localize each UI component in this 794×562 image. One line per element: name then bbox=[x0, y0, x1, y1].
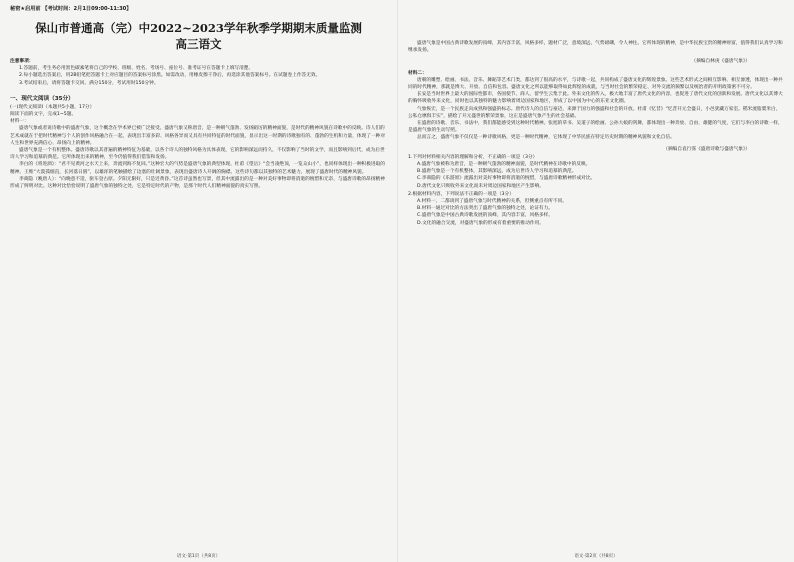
question-2: 2.根据材料内容，下列说法不正确的一项是（3分） bbox=[408, 191, 514, 197]
answer-option: B.盛唐气象是一个有机整体，其影响深远，成为后世诗人学习和追慕的典范。 bbox=[417, 169, 577, 175]
notice-item: 2.每小题选出答案后，用2B铅笔把答题卡上对应题目的答案标号涂黑。如需改动，用橡皮擦干净后，再选涂其他答案标号。在试题卷上作答无效。 bbox=[19, 73, 321, 79]
answer-option: A.材料一、二都谈到了盛唐气象与时代精神的关系，但侧重点有所不同。 bbox=[417, 199, 567, 205]
exam-title: 保山市普通高（完）中2022~2023学年秋季学期期末质量监测 bbox=[35, 21, 362, 35]
passage-paragraph: 李商隐（晚唐人）：“向晚意不适，驱车登古原。夕阳无限好，只是近黄昏。”这首诗虽然也写景，但其中流露出的是一种对美好事物即将消逝的惋惜和无奈，与盛唐诗歌的昂扬精神形成了鲜明对比。这种对比恰恰说明了盛唐气象的独特之处，它是特定时代的产物，是那个时代人们精神面貌的真实写照。 bbox=[10, 176, 385, 190]
exam-header: 秘密★启用前 【考试时间：2月1日09:00-11:30】 bbox=[10, 6, 132, 12]
notice-title: 注意事项： bbox=[10, 59, 34, 64]
passage-paragraph: 气象恢宏，是一个民族走向成熟和强盛的标志。唐代诗人的自信与豪迈，来源于国力的强盛和社会的开放。杜甫《忆昔》“忆昔开元全盛日，小邑犹藏万家室。稻米流脂粟米白，公私仓廪俱丰实”，描绘了开元盛世的繁荣景象，这正是盛唐气象产生的社会基础。 bbox=[408, 106, 781, 119]
passage-paragraph: 在盛唐的诗歌、音乐、书法中，我们都能感受到这种时代精神。张旭的草书、吴道子的绘画、公孙大娘的剑舞，都体现出一种奔放、自由、雄健的气度，它们与李白的诗歌一样，是盛唐气象的生动写照。 bbox=[408, 121, 783, 134]
page-footer: 语文·第2页（共8页） bbox=[574, 554, 618, 559]
answer-option: B.材料一通过对比的方法突出了盛唐气象的独特之处，论证有力。 bbox=[417, 206, 553, 212]
answer-option: C.盛唐气象是中国古典诗歌发展的顶峰，其内容丰富，风格多样。 bbox=[417, 213, 554, 219]
material-label: 材料一： bbox=[10, 119, 29, 125]
page-footer: 语文·第1页（共8页） bbox=[176, 554, 221, 559]
instruction: 阅读下面的文字，完成1~5题。 bbox=[10, 112, 77, 118]
source-citation: （摘编自林庚《盛唐气象》） bbox=[691, 59, 750, 65]
answer-option: C.李商隐的《乐游原》流露出对美好事物即将消逝的惋惜，与盛唐诗歌精神形成对比。 bbox=[417, 176, 596, 182]
source-citation: （摘编自袁行霈《盛唐诗歌与盛唐气象》） bbox=[663, 146, 750, 152]
material-label: 材料二： bbox=[408, 70, 427, 76]
passage-paragraph: 盛唐气象是中国古典诗歌发展的顶峰，其内容丰富，风格多样，题材广泛，意境深远，气势磅礴，令人神往。它所体现的精神，是中华民族宝贵的精神财富，值得我们认真学习和继承发扬。 bbox=[408, 41, 783, 54]
passage-paragraph: 李白的《将进酒》：“君不见黄河之水天上来，奔流到海不复回。”这种宏大的气势是盛唐气象的典型体现。杜甫《望岳》“会当凌绝顶，一览众山小”，也同样体现出一种积极进取的精神。王维“大漠孤烟直，长河落日圆”，以雄浑的笔触描绘了边塞的壮阔景象，表现出盛唐诗人开阔的胸襟。这些诗句都以其独特的艺术魅力，展现了盛唐时代的精神风貌。 bbox=[10, 162, 385, 175]
notice-item: 3.考试结束后，请将答题卡交回。满分150分，考试用时150分钟。 bbox=[19, 80, 159, 86]
notice-item: 1.答题前，考生务必用黑色碳素笔将自己的学校、班级、姓名、考场号、座位号、准考证号在答题卡上填写清楚。 bbox=[19, 66, 254, 72]
passage-paragraph: 唐朝的雕塑、绘画、书法、音乐、舞蹈等艺术门类，都达到了很高的水平，与诗歌一起，共同构成了盛唐文化的辉煌景象。这些艺术形式之间相互影响、相互渗透，体现出一种共同的时代精神，那就是博大、开放、自信和包容。盛唐文化之所以能够取得如此辉煌的成就，与当时社会的繁荣稳定、对外交流的频繁以及统治者的开明政策密不可分。 bbox=[408, 77, 783, 91]
page-right bbox=[397, 0, 794, 562]
exam-subject: 高三语文 bbox=[175, 37, 222, 51]
passage-paragraph: 盛唐气象或者说诗歌中的盛唐气象，这个概念在学术界已被广泛接受。盛唐气象又称唐音，是一种朝气蓬勃、发扬蹈厉的精神面貌，是时代的精神风貌在诗歌中的反映。诗人们的艺术成就在于把时代精神与个人的创作风格融合在一起，表现出丰富多彩、风格各异而又具有共同特征的时代面貌，显示出这一时期的诗歌独有的、蓬勃的生机和力量，体现了一种对人生和世界充满信心、昂扬向上的精神。 bbox=[10, 126, 386, 146]
subsection-heading: (一)现代文阅读I（本题共5小题，17分） bbox=[10, 104, 95, 110]
passage-paragraph: 长安是当时世界上最大的国际性都市，各国使节、商人、留学生云集于此。外来文化的传入，极大地丰富了唐代文化的内容，也促进了唐代文化的创新和发展。唐代文化以其博大的胸怀吸收外来文化，同时也以其独特的魅力影响着周边国家和地区，形成了以中国为中心的东亚文化圈。 bbox=[408, 92, 783, 105]
passage-paragraph: 盛唐气象是一个有机整体。盛唐诗歌以其普遍的精神特征为基础，以各个诗人的独特风格为具体表现，它的影响深远而持久，不仅影响了当时的文学，而且影响到后代，成为后世诗人学习和追慕的典范。它所体现出来的精神，至今仍值得我们借鉴和发扬。 bbox=[10, 148, 385, 161]
section-heading: 一、现代文阅读（35分） bbox=[10, 95, 74, 102]
question-1: 1.下列对材料相关内容的理解和分析，不正确的一项是（3分） bbox=[408, 154, 538, 160]
answer-option: A.盛唐气象被称为唐音，是一种朝气蓬勃的精神面貌，是时代精神在诗歌中的反映。 bbox=[417, 162, 591, 168]
answer-option: D.唐代文化只吸收外来文化而未对周边国家和地区产生影响。 bbox=[417, 183, 544, 189]
answer-option: D.文化的融合交流，对盛唐气象的形成有着重要的推动作用。 bbox=[417, 220, 544, 226]
passage-paragraph: 总而言之，盛唐气象不仅仅是一种诗歌风格，更是一种时代精神，它体现了中华民族在特定历史时期的精神风貌和文化自信。 bbox=[417, 135, 675, 141]
